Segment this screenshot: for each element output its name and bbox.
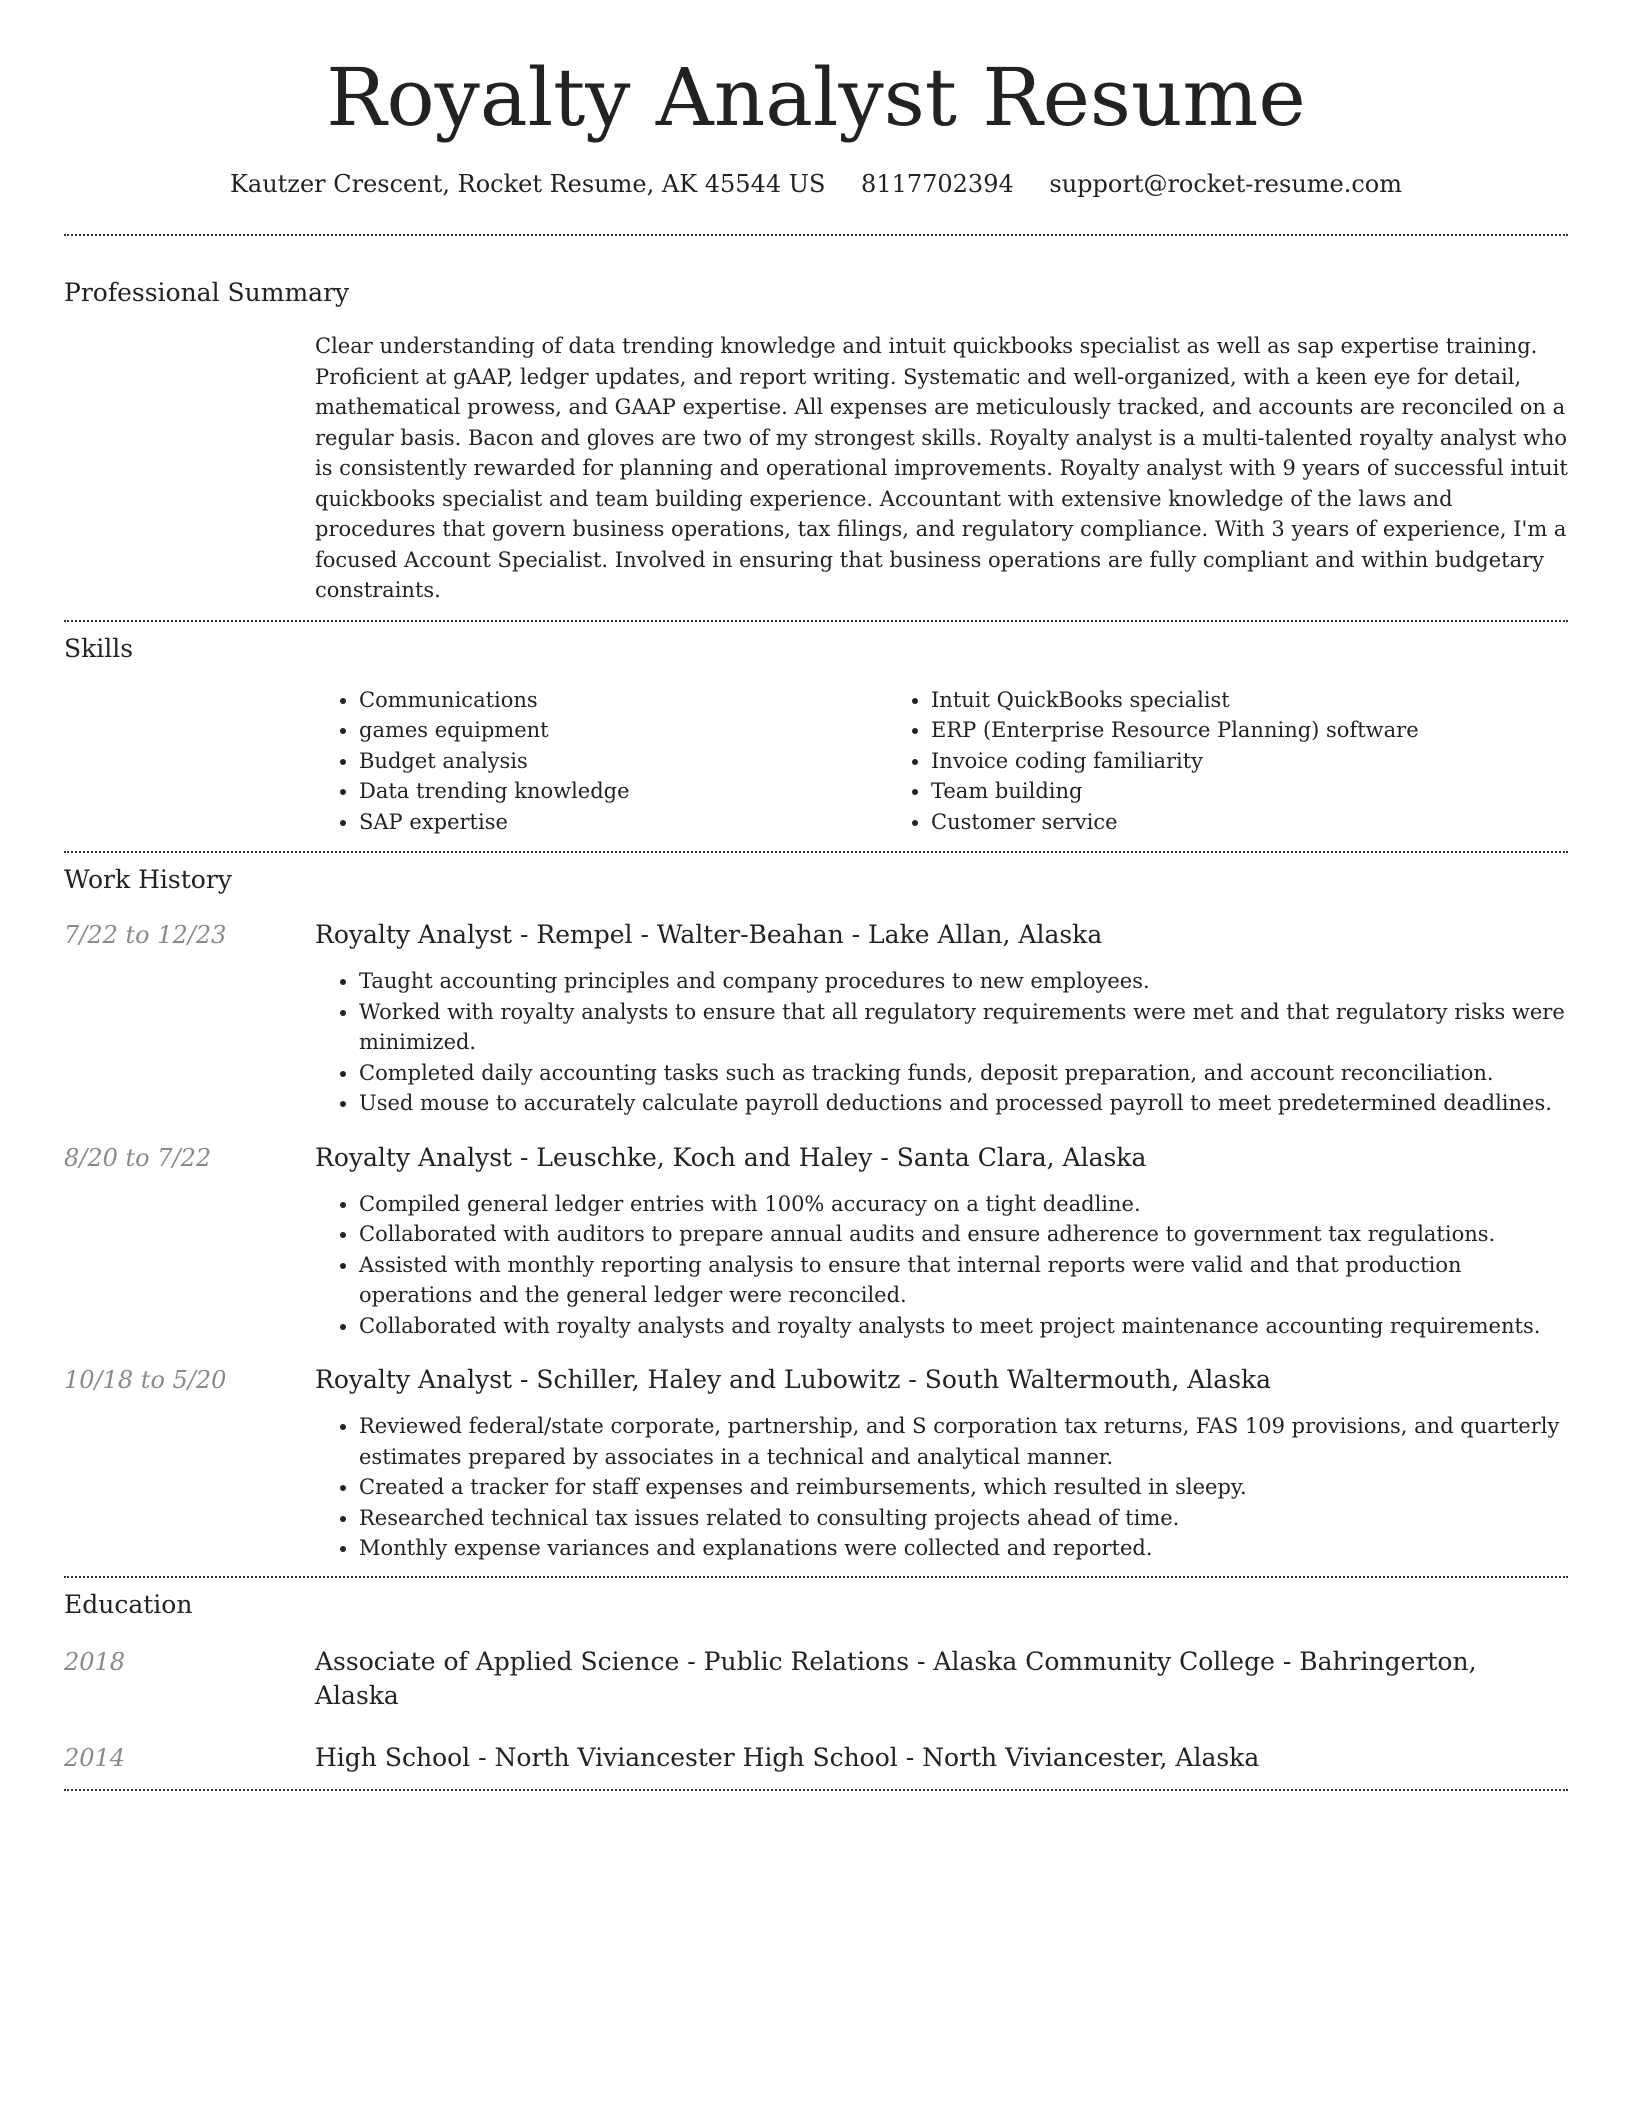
skill-item: • Invoice coding familiarity	[931, 746, 1459, 777]
job-heading	[315, 1141, 1568, 1175]
job-bullets	[315, 1411, 1568, 1564]
job-bullets	[315, 1189, 1568, 1342]
education-details: - Alaska Community College - Bahringerton, Alaska	[315, 1646, 1477, 1710]
skill-item: • Intuit QuickBooks specialist	[931, 685, 1459, 716]
skill-item: • games equipment	[359, 715, 887, 746]
summary-heading: Professional Summary	[64, 278, 350, 307]
job-title: Royalty Analyst	[315, 1142, 513, 1172]
education-degree: High School	[315, 1742, 471, 1772]
education-entry	[64, 1645, 1568, 1713]
divider	[64, 1789, 1568, 1791]
job-details: - Rempel - Walter-Beahan - Lake Allan, Alaska	[512, 920, 1103, 949]
job-heading	[315, 1363, 1568, 1397]
skills-list-left	[315, 685, 887, 838]
work-history-heading: Work History	[64, 865, 232, 894]
skill-item: • Team building	[931, 776, 1459, 807]
job-title: Royalty Analyst	[315, 1365, 513, 1394]
education-degree: Associate of Applied Science - Public Relations	[315, 1646, 910, 1676]
job-body	[315, 918, 1568, 1119]
job-entry	[64, 1363, 1568, 1564]
job-date: 7/22 to 12/23	[64, 921, 227, 949]
job-bullet: • Monthly expense variances and explanations were collected and reported.	[359, 1533, 1568, 1564]
work-history-section	[64, 853, 1568, 1576]
job-bullet: • Completed daily accounting tasks such as tracking funds, deposit preparation, and account reconciliation.	[359, 1058, 1568, 1089]
skill-item: • Communications	[359, 685, 887, 716]
contact-email: support@rocket-resume.com	[1049, 170, 1403, 198]
education-date: 2014	[64, 1743, 126, 1772]
job-body	[315, 1141, 1568, 1342]
skills-section	[64, 622, 1568, 852]
job-bullet: • Assisted with monthly reporting analysis to ensure that internal reports were valid and that production operations and the general ledger were reconciled.	[359, 1250, 1568, 1311]
skills-columns	[315, 685, 1568, 838]
job-title: Royalty Analyst	[315, 920, 513, 949]
job-date: 8/20 to 7/22	[64, 1143, 212, 1172]
job-bullet: • Created a tracker for staff expenses and reimbursements, which resulted in sleepy.	[359, 1472, 1568, 1503]
job-details: - Schiller, Haley and Lubowitz - South Waltermouth, Alaska	[512, 1365, 1272, 1394]
job-bullet: • Reviewed federal/state corporate, partnership, and S corporation tax returns, FAS 109 provisions, and quarterly estimates prepared by associates in a technical and analytical manner.	[359, 1411, 1568, 1472]
job-bullet: • Used mouse to accurately calculate payroll deductions and processed payroll to meet predetermined deadlines.	[359, 1088, 1568, 1119]
job-details: - Leuschke, Koch and Haley - Santa Clara, Alaska	[512, 1142, 1147, 1172]
education-text	[315, 1741, 1568, 1775]
contact-line	[64, 170, 1568, 198]
job-body	[315, 1363, 1568, 1564]
summary-text: Clear understanding of data trending knowledge and intuit quickbooks specialist as well as sap expertise training. Proficient at gAAP, ledger updates, and report writing. Systematic and well-organized, with a keen eye for detail, mathematical prowess, and GAAP expertise. All expenses are meticulously tracked, and accounts are reconciled on a regular basis. Bacon and gloves are two of my strongest skills. Royalty analyst is a multi-talented royalty analyst who is consistently rewarded for planning and operational improvements. Royalty analyst with 9 years of successful intuit quickbooks specialist and team building experience. Accountant with extensive knowledge of the laws and procedures that govern business operations, tax filings, and regulatory compliance. With 3 years of experience, I'm a focused Account Specialist. Involved in ensuring that business operations are fully compliant and within budgetary constraints.	[315, 334, 1568, 602]
job-entry	[64, 918, 1568, 1119]
job-date: 10/18 to 5/20	[64, 1366, 227, 1394]
job-bullets	[315, 966, 1568, 1119]
job-bullet: • Collaborated with royalty analysts and royalty analysts to meet project maintenance accounting requirements.	[359, 1311, 1568, 1342]
education-entry	[64, 1741, 1568, 1775]
skill-item: • Budget analysis	[359, 746, 887, 777]
skill-item: • Data trending knowledge	[359, 776, 887, 807]
job-heading	[315, 918, 1568, 952]
contact-address: Kautzer Crescent, Rocket Resume, AK 45544 US	[229, 170, 826, 198]
job-bullet: • Researched technical tax issues related to consulting projects ahead of time.	[359, 1503, 1568, 1534]
skills-list-right	[887, 685, 1459, 838]
skill-item: • ERP (Enterprise Resource Planning) software	[931, 715, 1459, 746]
education-section	[64, 1578, 1568, 1789]
job-bullet: • Taught accounting principles and company procedures to new employees.	[359, 966, 1568, 997]
skill-item: • SAP expertise	[359, 807, 887, 838]
job-bullet: • Worked with royalty analysts to ensure that all regulatory requirements were met and that regulatory risks were minimized.	[359, 997, 1568, 1058]
skills-heading: Skills	[64, 633, 134, 663]
job-bullet: • Collaborated with auditors to prepare annual audits and ensure adherence to government tax regulations.	[359, 1219, 1568, 1250]
education-date: 2018	[64, 1647, 126, 1676]
education-details: - North Viviancester High School - North Viviancester, Alaska	[470, 1742, 1260, 1772]
skill-item: • Customer service	[931, 807, 1459, 838]
job-entry	[64, 1141, 1568, 1342]
resume-title: Royalty Analyst Resume	[326, 51, 1306, 144]
summary-section	[64, 236, 1568, 620]
contact-phone: 8117702394	[861, 170, 1014, 198]
education-text	[315, 1645, 1568, 1713]
education-heading: Education	[64, 1589, 193, 1619]
job-bullet: • Compiled general ledger entries with 100% accuracy on a tight deadline.	[359, 1189, 1568, 1220]
